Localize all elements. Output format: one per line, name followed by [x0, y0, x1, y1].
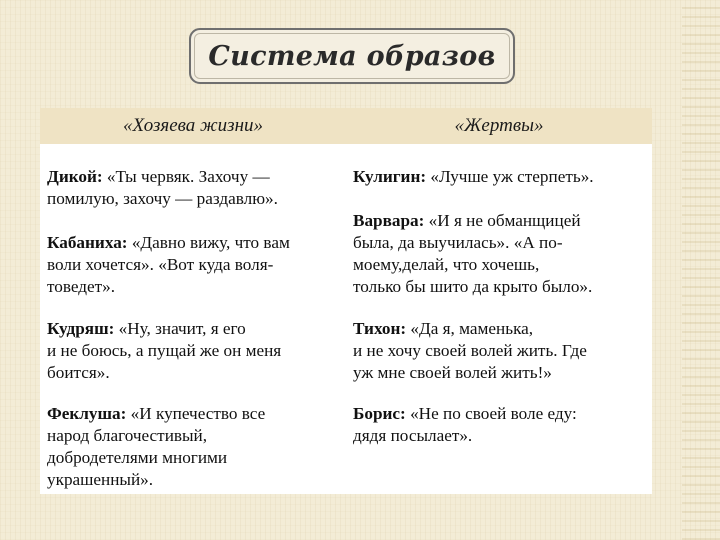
quote-line: помилую, захочу — раздавлю». — [47, 189, 278, 208]
quote-line: народ благочестивый, — [47, 426, 208, 445]
quote-line: товедет». — [47, 277, 116, 296]
column-header-victims: «Жертвы» — [454, 115, 544, 136]
quote-line: «Не по своей воле еду: — [410, 404, 577, 423]
quote-line: дядя посылает». — [353, 426, 473, 445]
quote-line: и не боюсь, а пущай же он меня — [47, 341, 282, 360]
entry-boris — [353, 403, 645, 447]
quote-line: уж мне своей волей жить!» — [353, 363, 552, 382]
quote-line: «Ну, значит, я его — [118, 319, 246, 338]
character-name: Тихон: — [353, 319, 407, 338]
character-name: Кудряш: — [47, 319, 115, 338]
table-header-row — [40, 108, 652, 144]
quote-line: моему,делай, что хочешь, — [353, 255, 540, 274]
column-header-masters: «Хозяева жизни» — [122, 115, 264, 136]
character-name: Кабаниха: — [47, 233, 128, 252]
entry-dikoy — [47, 166, 343, 210]
entry-varvara — [353, 210, 645, 298]
entry-kuligin — [353, 166, 645, 188]
quote-line: только бы шито да крыто было». — [353, 277, 593, 296]
quote-line: «И купечество все — [130, 404, 266, 423]
page-title: Система образов — [208, 40, 496, 72]
quote-line: «Лучше уж стерпеть». — [430, 167, 594, 186]
entry-tikhon — [353, 318, 645, 384]
quote-line: боится». — [47, 363, 110, 382]
quote-line: украшенный». — [47, 470, 154, 489]
entry-kudryash — [47, 318, 343, 384]
character-name: Борис: — [353, 404, 406, 423]
quote-line: была, да выучилась». «А по- — [353, 233, 563, 252]
character-name: Феклуша: — [47, 404, 127, 423]
entry-feklusha — [47, 403, 343, 491]
table-body — [40, 144, 652, 494]
character-name: Варвара: — [353, 211, 425, 230]
quote-line: и не хочу своей волей жить. Где — [353, 341, 587, 360]
quote-line: «И я не обманщицей — [428, 211, 581, 230]
character-name: Кулигин: — [353, 167, 427, 186]
character-name: Дикой: — [47, 167, 103, 186]
quote-line: добродетелями многими — [47, 448, 228, 467]
quote-line: «Давно вижу, что вам — [131, 233, 290, 252]
title-frame — [189, 28, 515, 84]
quote-line: воли хочется». «Вот куда воля- — [47, 255, 274, 274]
quote-line: «Ты червяк. Захочу — — [106, 167, 270, 186]
quote-line: «Да я, маменька, — [410, 319, 534, 338]
decorative-border-strip — [682, 0, 720, 540]
entry-kabanikha — [47, 232, 343, 298]
